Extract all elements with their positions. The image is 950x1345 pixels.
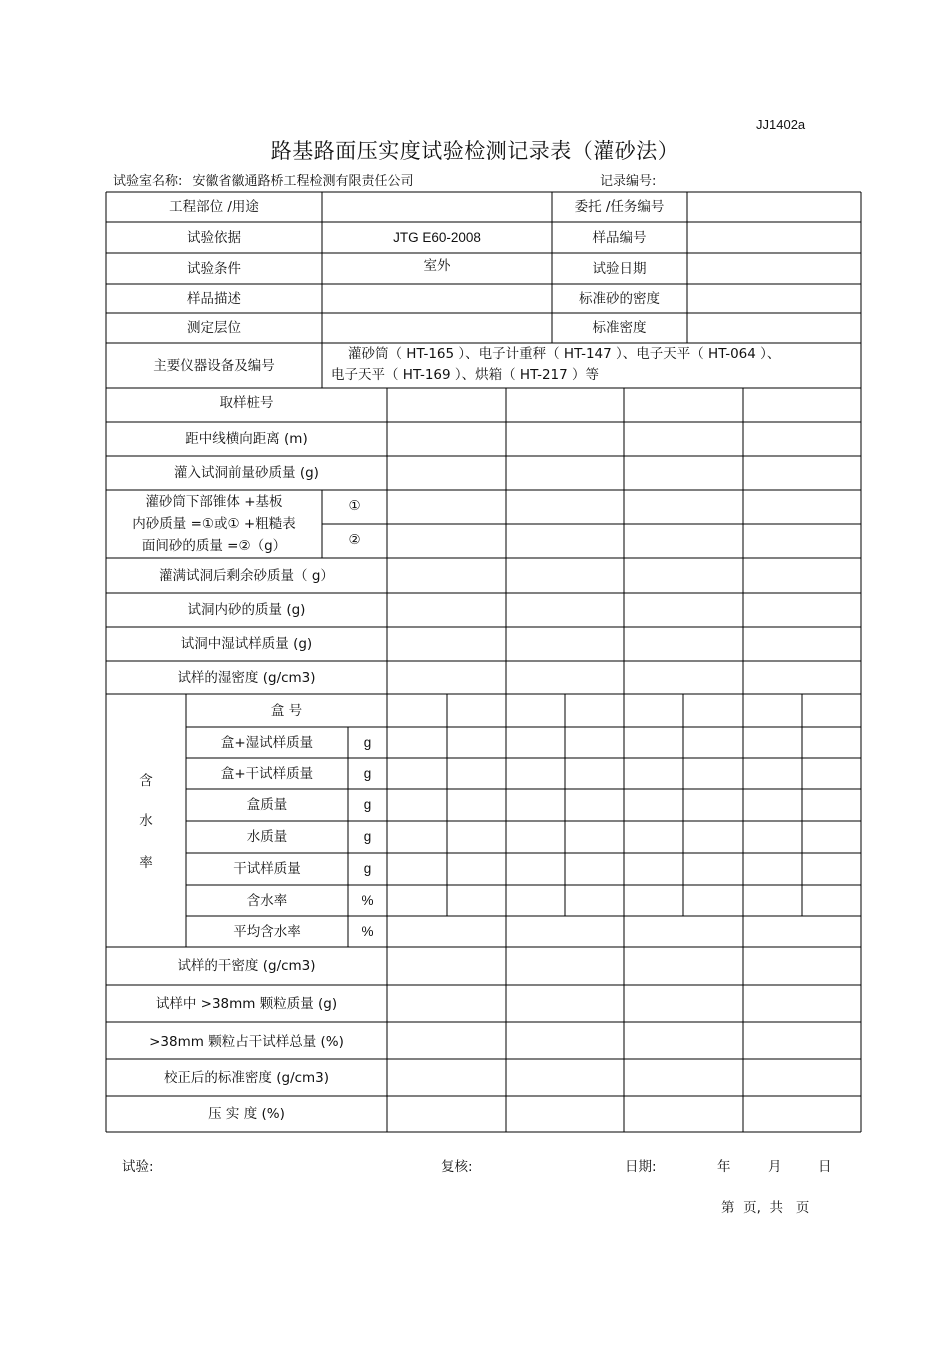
date-label: 日期: [625, 1159, 657, 1175]
record-no-label: 记录编号: [600, 174, 657, 189]
wet-density-label: 试样的湿密度 (g/cm3) [177, 669, 316, 686]
unit-percent: % [361, 923, 374, 939]
water-mass-label: 水质量 [246, 829, 288, 845]
std-density-label: 标准密度 [592, 320, 647, 336]
tester-label: 试验: [122, 1159, 154, 1175]
avg-moisture-label: 平均含水率 [233, 923, 301, 940]
moisture-group-label-1: 含 [139, 773, 153, 789]
form-code: JJ1402a [756, 117, 806, 132]
unit-g: g [363, 797, 372, 812]
lab-name-label: 试验室名称: [113, 174, 183, 189]
test-date-label: 试验日期 [592, 260, 647, 277]
box-no-label: 盒 号 [270, 702, 303, 719]
unit-percent: % [361, 892, 374, 908]
unit-g: g [363, 765, 372, 781]
unit-g: g [363, 829, 372, 844]
cone-sand-line-3: 面间砂的质量 =②（g） [141, 538, 287, 554]
cone-sand-line-2: 内砂质量 =①或① +粗糙表 [132, 516, 296, 532]
dry-mass-label: 干试样质量 [233, 861, 301, 877]
unit-g: g [363, 861, 372, 876]
lab-name: 安徽省徽通路桥工程检测有限责任公司 [192, 174, 414, 189]
basis-label: 试验依据 [187, 229, 241, 246]
unit-g: g [363, 734, 372, 750]
moisture-content-label: 含水率 [246, 892, 288, 909]
station-label: 取样桩号 [219, 395, 274, 411]
condition-label: 试验条件 [187, 260, 241, 277]
layer-label: 测定层位 [187, 320, 241, 336]
offset-label: 距中线横向距离 (m) [185, 431, 308, 447]
date-year: 年 [717, 1159, 731, 1175]
box-mass-label: 盒质量 [246, 797, 288, 813]
moisture-group-label-2: 水 [139, 813, 153, 829]
mark-circled-2: ② [348, 532, 361, 548]
basis-value: JTG E60-2008 [393, 229, 481, 245]
dry-density-label: 试样的干密度 (g/cm3) [177, 958, 316, 974]
reviewer-label: 复核: [441, 1159, 473, 1175]
wet-mass-label: 试洞中湿试样质量 (g) [180, 636, 313, 652]
condition-value: 室外 [423, 257, 451, 274]
corrected-density-label: 校正后的标准密度 (g/cm3) [163, 1069, 330, 1086]
date-month: 月 [768, 1159, 782, 1175]
sand-before-label: 灌入试洞前量砂质量 (g) [174, 465, 319, 481]
compaction-label: 压 实 度 (%) [208, 1106, 285, 1122]
mark-circled-1: ① [348, 498, 361, 514]
equipment-label: 主要仪器设备及编号 [153, 357, 275, 374]
task-no-label: 委托 /任务编号 [574, 199, 665, 215]
page-count: 第 页, 共 页 [721, 1200, 810, 1216]
over38-ratio-label: >38mm 颗粒占干试样总量 (%) [149, 1034, 344, 1050]
box-dry-label: 盒+干试样质量 [220, 765, 314, 782]
box-wet-label: 盒+湿试样质量 [220, 734, 314, 751]
sample-desc-label: 样品描述 [187, 290, 241, 307]
cone-sand-line-1: 灌砂筒下部锥体 +基板 [145, 494, 283, 510]
sand-remain-label: 灌满试洞后剩余砂质量（ g） [159, 567, 334, 584]
date-day: 日 [818, 1159, 832, 1175]
sand-in-hole-label: 试洞内砂的质量 (g) [187, 602, 306, 618]
moisture-group-label-3: 率 [139, 855, 153, 871]
over38-mass-label: 试样中 >38mm 颗粒质量 (g) [155, 995, 338, 1012]
project-part-label: 工程部位 /用途 [169, 199, 259, 215]
page-title: 路基路面压实度试验检测记录表（灌砂法） [270, 139, 680, 163]
equipment-line-2: 电子天平（ HT-169 ）、烘箱（ HT-217 ）等 [331, 367, 600, 383]
std-sand-density-label: 标准砂的密度 [579, 290, 660, 307]
sample-no-label: 样品编号 [592, 229, 647, 246]
equipment-line-1: 灌砂筒（ HT-165 ）、电子计重秤（ HT-147 ）、电子天平（ HT-064 ）、 [348, 346, 781, 362]
cone-sand-label [106, 490, 322, 558]
